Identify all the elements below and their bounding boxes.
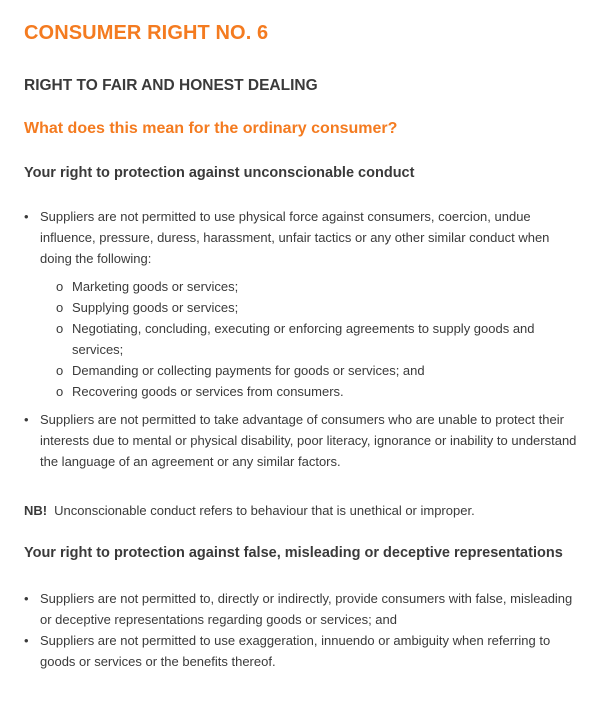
bullet-icon: • xyxy=(24,209,29,224)
list-item xyxy=(24,409,584,472)
section-heading-false-representations: Your right to protection against false, misleading or deceptive representations xyxy=(24,545,563,561)
sub-list-item xyxy=(40,318,584,360)
sub-list-item xyxy=(40,297,584,318)
sub-item-text: Negotiating, concluding, executing or enforcing agreements to supply goods and services; xyxy=(72,321,535,357)
bullet-text: Suppliers are not permitted to, directly or indirectly, provide consumers with false, misleading or deceptive representations regarding goods or services; and xyxy=(40,591,573,627)
bullet-text: Suppliers are not permitted to use physical force against consumers, coercion, undue influence, pressure, duress, harassment, unfair tactics or any other similar conduct when doing the following: xyxy=(40,209,550,266)
list-spacer xyxy=(24,402,584,409)
nb-label: NB! xyxy=(24,503,48,518)
sub-item-text: Recovering goods or services from consumers. xyxy=(72,384,344,399)
section-heading-unconscionable-conduct: Your right to protection against unconscionable conduct xyxy=(24,165,415,181)
activity-sub-list xyxy=(40,276,584,402)
sub-bullet-icon: o xyxy=(56,363,64,378)
sub-bullet-icon: o xyxy=(56,384,64,399)
bullet-icon: • xyxy=(24,633,29,648)
sub-bullet-icon: o xyxy=(56,321,64,336)
nb-text: Unconscionable conduct refers to behaviour that is unethical or improper. xyxy=(54,503,475,518)
sub-bullet-icon: o xyxy=(56,279,64,294)
bullet-text: Suppliers are not permitted to take advantage of consumers who are unable to protect their interests due to mental or physical disability, poor literacy, ignorance or inability to understand the language of an agreement or any similar factors. xyxy=(40,412,577,469)
sub-list-item xyxy=(40,360,584,381)
bullet-icon: • xyxy=(24,591,29,606)
page-subtitle: RIGHT TO FAIR AND HONEST DEALING xyxy=(24,77,318,94)
sub-list-item xyxy=(40,381,584,402)
question-heading: What does this mean for the ordinary consumer? xyxy=(24,120,398,137)
sub-bullet-icon: o xyxy=(56,300,64,315)
sub-item-text: Supplying goods or services; xyxy=(72,300,239,315)
page-title: CONSUMER RIGHT NO. 6 xyxy=(24,22,269,44)
list-item xyxy=(24,630,584,672)
bullet-text: Suppliers are not permitted to use exaggeration, innuendo or ambiguity when referring to goods or services or the benefits thereof. xyxy=(40,633,551,669)
bullet-icon: • xyxy=(24,412,29,427)
sub-list-item xyxy=(40,276,584,297)
sub-item-text: Demanding or collecting payments for goods or services; and xyxy=(72,363,425,378)
sub-item-text: Marketing goods or services; xyxy=(72,279,239,294)
nb-note xyxy=(24,500,475,521)
list-item xyxy=(24,588,584,630)
list-item xyxy=(24,206,584,402)
unconscionable-conduct-list xyxy=(24,206,584,472)
false-representations-list xyxy=(24,588,584,672)
